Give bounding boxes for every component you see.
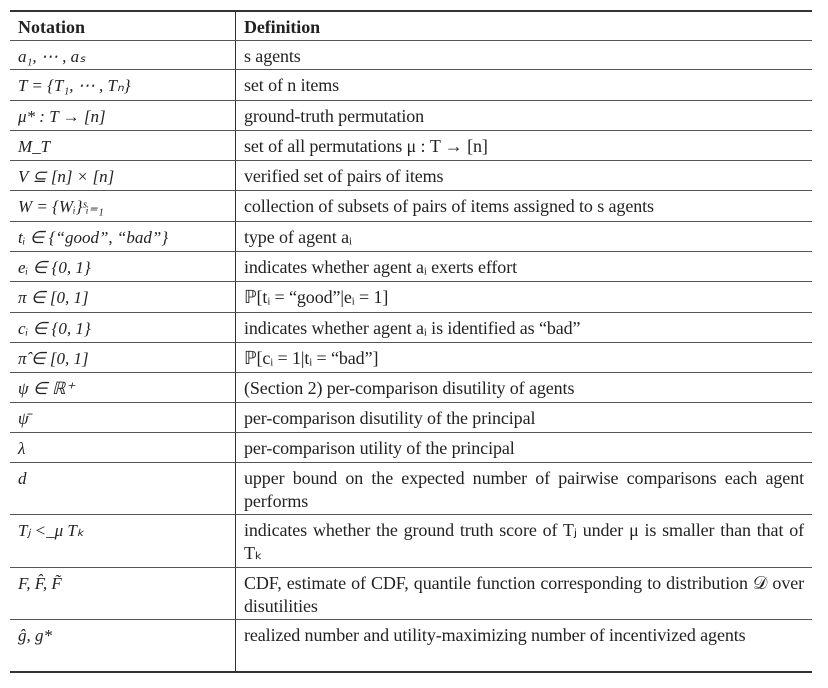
notation-table (10, 10, 812, 673)
definition-cell: per-comparison disutility of the principal (244, 408, 536, 428)
notation-cell: a₁, ⋯ , aₛ (10, 41, 236, 69)
notation-cell: M_T (10, 131, 236, 160)
table-row (10, 100, 812, 130)
notation-cell: Tⱼ <_μ Tₖ (10, 515, 236, 567)
definition-cell: ℙ[tᵢ = “good”|eᵢ = 1] (244, 287, 389, 307)
notation-cell: cᵢ ∈ {0, 1} (10, 313, 236, 342)
notation-cell: F, F̂, F̃ (10, 568, 236, 619)
table-row (10, 372, 812, 402)
definition-cell: realized number and utility-maximizing number of incentivized agents (244, 625, 746, 645)
table-row (10, 281, 812, 312)
definition-cell: CDF, estimate of CDF, quantile function corresponding to distribution 𝒟 over disutilities (244, 573, 804, 616)
definition-cell: verified set of pairs of items (244, 166, 444, 186)
table-row (10, 402, 812, 432)
notation-cell: W = {Wᵢ}ˢᵢ₌₁ (10, 191, 236, 221)
notation-cell: T = {T₁, ⋯ , Tₙ} (10, 70, 236, 100)
definition-cell: upper bound on the expected number of pairwise comparisons each agent performs (244, 468, 804, 511)
table-row (10, 160, 812, 190)
notation-cell: ψ̄ (10, 403, 236, 432)
definition-cell: indicates whether the ground truth score of Tⱼ under μ is smaller than that of Tₖ (244, 520, 804, 563)
notation-cell: π̂ ∈ [0, 1] (10, 343, 236, 372)
table-row (10, 221, 812, 251)
notation-cell: ψ ∈ ℝ⁺ (10, 373, 236, 402)
table-row (10, 40, 812, 69)
table-row (10, 69, 812, 100)
table-row (10, 462, 812, 514)
definition-cell: indicates whether agent aᵢ is identified as “bad” (244, 318, 581, 338)
definition-cell: set of n items (244, 75, 340, 95)
notation-cell: π ∈ [0, 1] (10, 282, 236, 312)
notation-cell: ĝ, g* (10, 620, 236, 671)
definition-cell: per-comparison utility of the principal (244, 438, 515, 458)
notation-cell: eᵢ ∈ {0, 1} (10, 252, 236, 281)
table-row (10, 567, 812, 619)
definition-cell: ground-truth permutation (244, 106, 425, 126)
notation-cell: tᵢ ∈ {“good”, “bad”} (10, 222, 236, 251)
table-row (10, 432, 812, 462)
table-row (10, 312, 812, 342)
table-row (10, 130, 812, 160)
table-row (10, 342, 812, 372)
definition-cell: (Section 2) per-comparison disutility of agents (244, 378, 575, 398)
definition-cell: ℙ[cᵢ = 1|tᵢ = “bad”] (244, 348, 379, 368)
definition-cell: type of agent aᵢ (244, 227, 352, 247)
table-row (10, 514, 812, 567)
definition-cell: collection of subsets of pairs of items assigned to s agents (244, 196, 654, 216)
table-row (10, 190, 812, 221)
table-row (10, 619, 812, 673)
definition-cell: set of all permutations μ : T → [n] (244, 136, 488, 156)
definition-cell: s agents (244, 46, 301, 66)
notation-cell: d (10, 463, 236, 514)
notation-cell: V ⊆ [n] × [n] (10, 161, 236, 190)
header-notation: Notation (10, 12, 236, 40)
table-header-row (10, 10, 812, 40)
notation-cell: λ (10, 433, 236, 462)
table-row (10, 251, 812, 281)
notation-cell: μ* : T → [n] (10, 101, 236, 130)
header-definition: Definition (244, 17, 321, 37)
definition-cell: indicates whether agent aᵢ exerts effort (244, 257, 517, 277)
